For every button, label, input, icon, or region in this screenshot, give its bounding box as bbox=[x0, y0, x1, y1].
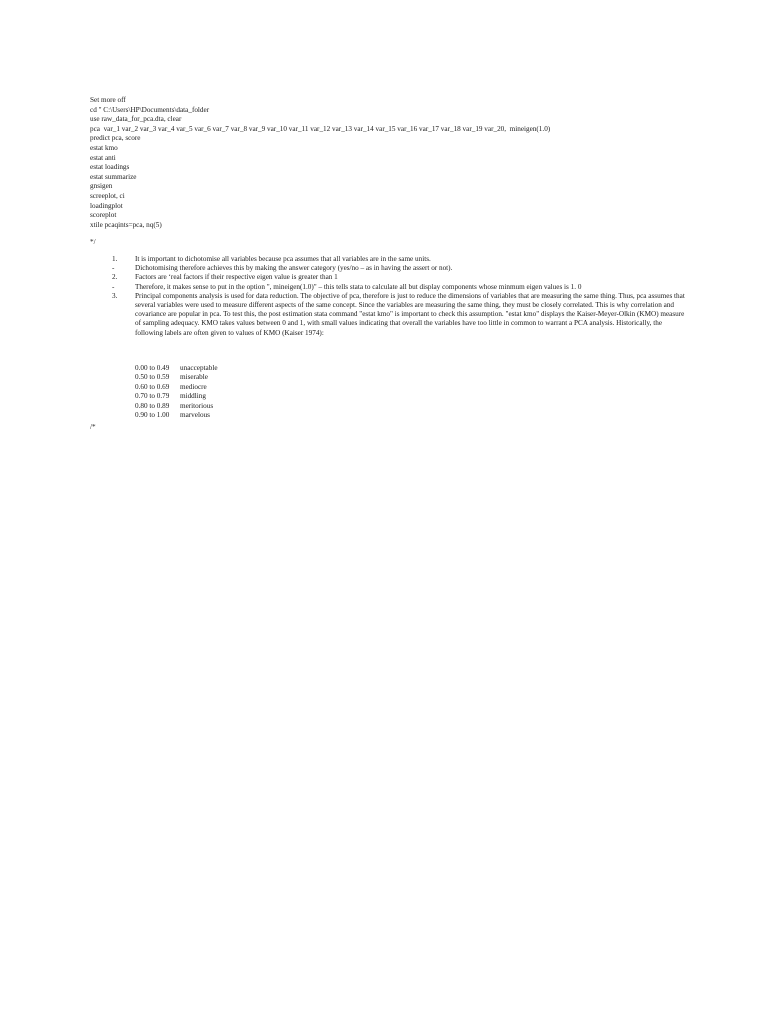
code-line: estat loadings bbox=[90, 163, 130, 172]
notes-list bbox=[110, 255, 685, 338]
list-item-text: It is important to dichotomise all variables because pca assumes that all variables are in the same units. bbox=[135, 255, 431, 263]
list-marker: - bbox=[112, 264, 115, 273]
kmo-label: mediocre bbox=[180, 382, 207, 391]
kmo-labels-table bbox=[135, 364, 218, 420]
code-line: xtile pcaqints=pca, nq(5) bbox=[90, 220, 162, 229]
comment-close-marker: /* bbox=[90, 423, 96, 431]
comment-open-marker: */ bbox=[90, 238, 96, 246]
kmo-label: unacceptable bbox=[180, 364, 218, 372]
kmo-label: marvelous bbox=[180, 411, 210, 420]
code-line: loadingplot bbox=[90, 201, 123, 210]
table-row bbox=[135, 402, 218, 411]
kmo-range: 0.00 to 0.49 bbox=[135, 364, 170, 372]
list-marker: 1. bbox=[112, 255, 118, 263]
list-item bbox=[110, 264, 685, 273]
list-item-text: Dichotomising therefore achieves this by making the answer category (yes/no – as in having the assert or not). bbox=[135, 264, 453, 273]
list-marker: - bbox=[112, 282, 115, 291]
code-line: estat anti bbox=[90, 153, 116, 162]
stata-code-block bbox=[90, 96, 710, 230]
code-line: scoreplot bbox=[90, 211, 117, 220]
code-line: gnsigen bbox=[90, 182, 113, 191]
table-row bbox=[135, 383, 218, 392]
list-marker: 3. bbox=[112, 291, 118, 300]
table-row bbox=[135, 373, 218, 382]
table-row bbox=[135, 392, 218, 401]
code-line: Set more off bbox=[90, 96, 126, 104]
list-item bbox=[110, 273, 685, 282]
list-item bbox=[110, 283, 685, 292]
list-item-text: Factors are ‘real factors if their respective eigen value is greater than 1 bbox=[135, 273, 338, 282]
code-line: estat summarize bbox=[90, 172, 137, 181]
list-item-text: Principal components analysis is used for data reduction. The objective of pca, therefore is just to reduce the dimensions of variables that are measuring the same thing. Thus, pca assumes that several variables were used to measure different aspects of the same concept. Since the variables are measuring the same thing, they must be closely correlated. This is why correlation and covariance are popular in pca. To test this, the post estimation stata command "estat kmo" is important to check this assumption. "estat kmo" displays the Kaiser-Meyer-Olkin (KMO) measure of sampling adequacy. KMO takes values between 0 and 1, with small values indicating that overall the variables have too little in common to warrant a PCA analysis. Historically, the following labels are often given to values of KMO (Kaiser 1974): bbox=[135, 291, 685, 337]
list-marker: 2. bbox=[112, 273, 118, 282]
kmo-label: meritorious bbox=[180, 401, 214, 410]
kmo-range: 0.70 to 0.79 bbox=[135, 392, 170, 401]
kmo-label: middling bbox=[180, 392, 206, 401]
kmo-label: miserable bbox=[180, 373, 208, 382]
list-item-text: Therefore, it makes sense to put in the option ", mineigen(1.0)" – this tells stata to calculate all but display components whose minmum eigen values is 1. 0 bbox=[135, 282, 582, 291]
code-line: use raw_data_for_pca.dta, clear bbox=[90, 115, 182, 124]
kmo-range: 0.50 to 0.59 bbox=[135, 373, 170, 382]
kmo-range: 0.60 to 0.69 bbox=[135, 382, 170, 391]
kmo-range: 0.90 to 1.00 bbox=[135, 411, 170, 420]
kmo-range: 0.80 to 0.89 bbox=[135, 401, 170, 410]
list-item bbox=[110, 292, 685, 338]
code-line: predict pca, score bbox=[90, 134, 141, 143]
code-line: estat kmo bbox=[90, 143, 118, 152]
table-row bbox=[135, 411, 218, 420]
code-line: pca var_1 var_2 var_3 var_4 var_5 var_6 var_7 var_8 var_9 var_10 var_11 var_12 var_13 var_14 var_15 var_16 var_17 var_18 var_19 var_20, mineigen(1.0) bbox=[90, 124, 551, 133]
code-line: screeplot, ci bbox=[90, 191, 125, 200]
list-item bbox=[110, 255, 685, 264]
table-row bbox=[135, 364, 218, 373]
code-line: cd " C:\Users\HP\Documents\data_folder bbox=[90, 105, 210, 114]
